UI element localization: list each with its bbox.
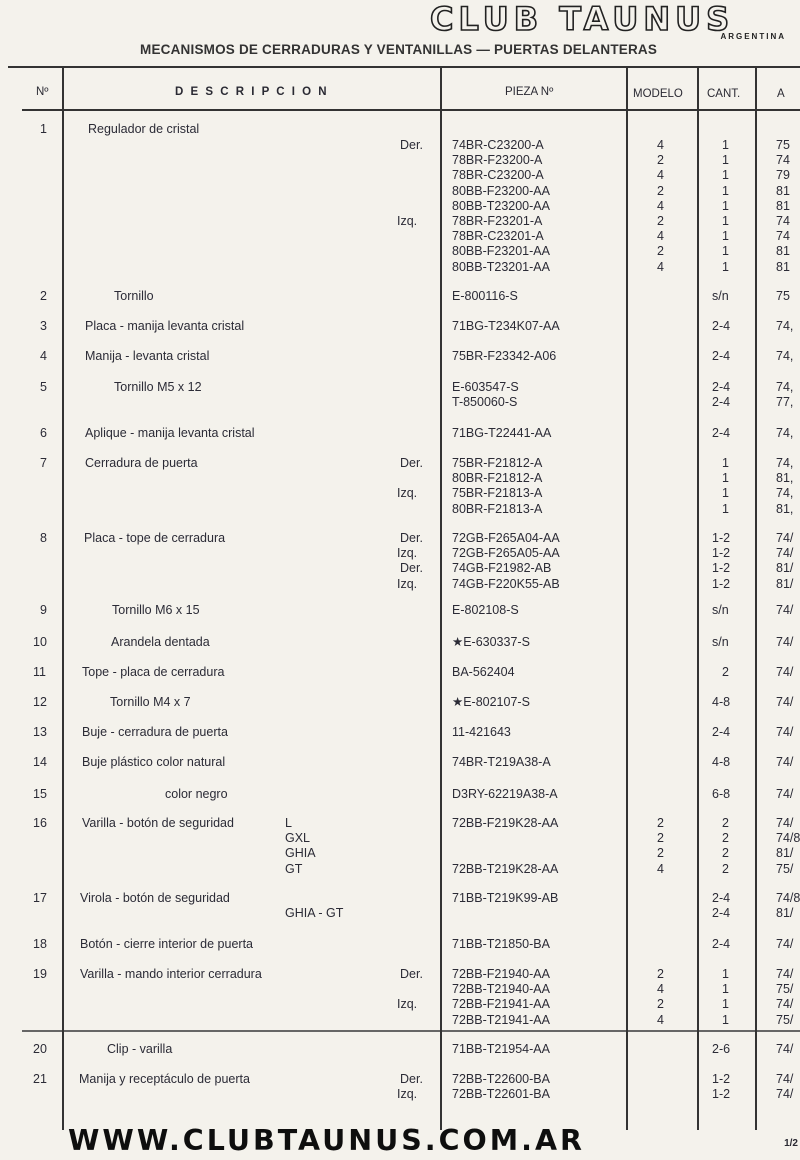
year-value: 81/ xyxy=(776,576,794,591)
quantity: 1-2 xyxy=(712,531,731,545)
year-value: 74, xyxy=(776,380,794,394)
quantity: 1 xyxy=(722,486,729,501)
part-number: 71BG-T234K07-AA xyxy=(452,319,560,333)
item-description: Varilla - botón de seguridad xyxy=(82,816,234,830)
item-description: Manija y receptáculo de puerta xyxy=(79,1072,250,1086)
quantity: s/n xyxy=(712,289,729,303)
model-code: 4 xyxy=(657,168,664,183)
table-top-rule xyxy=(8,66,800,68)
model-code: 4 xyxy=(657,259,664,274)
item-description: Tornillo M6 x 15 xyxy=(112,603,200,617)
part-number: 72BB-T21940-AA xyxy=(452,982,550,997)
logo-country: ARGENTINA xyxy=(720,32,786,41)
header-bottom-rule xyxy=(22,109,800,111)
item-number: 7 xyxy=(40,456,47,470)
item-variant-label: Der. xyxy=(400,1072,423,1086)
col-divider-pieza xyxy=(626,66,628,1130)
part-number: T-850060-S xyxy=(452,395,518,410)
header-pieza: PIEZA Nº xyxy=(505,86,554,98)
quantity: 1-2 xyxy=(712,561,731,576)
model-code: 4 xyxy=(657,229,664,244)
item-number: 18 xyxy=(33,937,47,951)
part-number: 80BR-F21813-A xyxy=(452,501,543,516)
item-variant-label: Izq. xyxy=(397,486,418,501)
model-code: 2 xyxy=(657,244,664,259)
quantity: 2 xyxy=(722,665,729,679)
year-value: 75/ xyxy=(776,1012,794,1027)
part-number: 78BR-F23200-A xyxy=(452,153,543,168)
col-divider-num xyxy=(62,66,64,1130)
model-code: 2 xyxy=(657,967,664,981)
year-value: 79 xyxy=(776,168,790,183)
part-number: 72GB-F265A05-AA xyxy=(452,546,560,561)
model-code: 2 xyxy=(657,214,664,228)
part-number: 72BB-F219K28-AA xyxy=(452,816,559,830)
item-number: 17 xyxy=(33,891,47,905)
item-number: 9 xyxy=(40,603,47,617)
year-value: 74/ xyxy=(776,603,794,617)
header-modelo: MODELO xyxy=(633,88,683,100)
item-variant-label: L xyxy=(285,816,292,830)
part-number: 80BB-T23201-AA xyxy=(452,259,550,274)
quantity: 2-4 xyxy=(712,319,731,333)
model-code: 2 xyxy=(657,816,664,830)
club-taunus-logo xyxy=(430,2,800,44)
year-value: 74/ xyxy=(776,725,794,739)
year-value: 81 xyxy=(776,244,790,259)
year-value: 81 xyxy=(776,183,790,198)
model-code: 2 xyxy=(657,831,664,846)
logo-wordmark: CLUB TAUNUS xyxy=(430,0,735,38)
quantity: 1 xyxy=(722,214,729,228)
model-code: 4 xyxy=(657,982,664,997)
quantity: 1 xyxy=(722,997,729,1012)
quantity: 1 xyxy=(722,229,729,244)
model-code: 4 xyxy=(657,138,664,152)
part-number: 72BB-T22601-BA xyxy=(452,1087,550,1102)
quantity: s/n xyxy=(712,635,729,649)
item-variant-label: Izq. xyxy=(397,1087,418,1102)
part-number: E-802108-S xyxy=(452,603,519,617)
quantity: 4-8 xyxy=(712,755,731,769)
item-description: Placa - manija levanta cristal xyxy=(85,319,245,333)
quantity: 2-6 xyxy=(712,1042,731,1056)
quantity: 1 xyxy=(722,967,729,981)
quantity: 2 xyxy=(722,846,729,861)
year-value: 75 xyxy=(776,289,790,303)
item-variant-label: Izq. xyxy=(397,997,418,1012)
item-variant-label: Der. xyxy=(400,456,423,470)
year-value: 74/ xyxy=(776,755,794,769)
year-value: 81, xyxy=(776,501,794,516)
item-number: 1 xyxy=(40,122,47,136)
year-value: 74 xyxy=(776,214,790,228)
item-variant-label: Izq. xyxy=(397,214,418,228)
year-value: 74, xyxy=(776,456,794,470)
quantity: 4-8 xyxy=(712,695,731,709)
part-number: BA-562404 xyxy=(452,665,515,679)
item-description: Manija - levanta cristal xyxy=(85,349,210,363)
item-number: 15 xyxy=(33,787,47,801)
part-number: 71BB-T219K99-AB xyxy=(452,891,559,905)
item-number: 21 xyxy=(33,1072,47,1086)
year-value: 74/ xyxy=(776,997,794,1012)
part-number: E-800116-S xyxy=(452,289,518,303)
part-number: 80BB-F23201-AA xyxy=(452,244,550,259)
item-description: Tornillo M4 x 7 xyxy=(110,695,191,709)
col-divider-modelo xyxy=(697,66,699,1130)
item-number: 13 xyxy=(33,725,47,739)
item-description: Tope - placa de cerradura xyxy=(82,665,225,679)
item-variant-label: Izq. xyxy=(397,576,418,591)
model-code: 2 xyxy=(657,153,664,168)
col-divider-cant xyxy=(755,66,757,1130)
item-variant-label: GHIA xyxy=(285,846,316,861)
table-bottom-rule xyxy=(22,1030,800,1032)
quantity: 1 xyxy=(722,259,729,274)
item-description: Clip - varilla xyxy=(107,1042,173,1056)
year-value: 74/ xyxy=(776,695,794,709)
year-value: 74, xyxy=(776,426,794,440)
quantity: 1-2 xyxy=(712,1072,731,1086)
year-value: 81 xyxy=(776,198,790,213)
part-number: 72BB-F21941-AA xyxy=(452,997,550,1012)
item-description: Tornillo M5 x 12 xyxy=(114,380,202,394)
model-code: 4 xyxy=(657,1012,664,1027)
item-number: 5 xyxy=(40,380,47,394)
quantity: 1-2 xyxy=(712,1087,731,1102)
quantity: 2-4 xyxy=(712,725,731,739)
header-a: A xyxy=(777,88,785,100)
quantity: 1 xyxy=(722,198,729,213)
year-value: 74/ xyxy=(776,937,794,951)
year-value: 77, xyxy=(776,395,794,410)
part-number: 80BB-F23200-AA xyxy=(452,183,550,198)
item-number: 16 xyxy=(33,816,47,830)
quantity: 2-4 xyxy=(712,426,731,440)
item-number: 6 xyxy=(40,426,47,440)
item-number: 11 xyxy=(33,665,46,679)
quantity: 1 xyxy=(722,501,729,516)
year-value: 74/ xyxy=(776,635,794,649)
quantity: 2-4 xyxy=(712,395,731,410)
item-variant-label: Der. xyxy=(400,967,423,981)
quantity: 2-4 xyxy=(712,349,731,363)
part-number: 74BR-T219A38-A xyxy=(452,755,551,769)
part-number: ★E-802107-S xyxy=(452,695,530,709)
quantity: 1 xyxy=(722,1012,729,1027)
page-title: MECANISMOS DE CERRADURAS Y VENTANILLAS — PUERTAS DELANTERAS xyxy=(140,42,658,57)
quantity: 2 xyxy=(722,831,729,846)
year-value: 74, xyxy=(776,349,794,363)
item-number: 3 xyxy=(40,319,47,333)
year-value: 74 xyxy=(776,153,790,168)
year-value: 74/ xyxy=(776,1042,794,1056)
item-variant-label: Izq. xyxy=(397,546,418,561)
item-description: Buje plástico color natural xyxy=(82,755,226,769)
year-value: 74/ xyxy=(776,967,794,981)
quantity: 2-4 xyxy=(712,380,731,394)
year-value: 74/ xyxy=(776,546,794,561)
year-value: 81/ xyxy=(776,906,794,921)
part-number: ★E-630337-S xyxy=(452,635,530,649)
quantity: 1 xyxy=(722,456,729,470)
item-variant-label: Der. xyxy=(400,531,423,545)
year-value: 75/ xyxy=(776,861,794,876)
item-variant-label: GT xyxy=(285,861,303,876)
quantity: 2 xyxy=(722,816,729,830)
item-number: 8 xyxy=(40,531,47,545)
year-value: 74, xyxy=(776,319,794,333)
model-code: 2 xyxy=(657,183,664,198)
year-value: 74/ xyxy=(776,787,794,801)
quantity: 2-4 xyxy=(712,891,731,905)
item-variant-label: GHIA - GT xyxy=(285,906,344,921)
footer-url: WWW.CLUBTAUNUS.COM.AR xyxy=(68,1124,585,1157)
part-number: E-603547-S xyxy=(452,380,519,394)
item-description: Regulador de cristal xyxy=(88,122,200,136)
quantity: 1 xyxy=(722,153,729,168)
year-value: 74 xyxy=(776,229,790,244)
quantity: s/n xyxy=(712,603,729,617)
quantity: 2-4 xyxy=(712,937,731,951)
quantity: 6-8 xyxy=(712,787,731,801)
year-value: 74/ xyxy=(776,531,794,545)
part-number: 75BR-F23342-A06 xyxy=(452,349,557,363)
item-description: Botón - cierre interior de puerta xyxy=(80,937,254,951)
quantity: 2-4 xyxy=(712,906,731,921)
item-number: 19 xyxy=(33,967,47,981)
item-description: color negro xyxy=(165,787,228,801)
part-number: 72BB-T21941-AA xyxy=(452,1012,550,1027)
footer xyxy=(0,1124,800,1160)
year-value: 75/ xyxy=(776,982,794,997)
header-num: Nº xyxy=(36,86,49,98)
model-code: 2 xyxy=(657,997,664,1012)
header-cant: CANT. xyxy=(707,88,741,100)
quantity: 1-2 xyxy=(712,576,731,591)
year-value: 74/ xyxy=(776,1072,794,1086)
part-number: 78BR-C23200-A xyxy=(452,168,544,183)
part-number: 71BG-T22441-AA xyxy=(452,426,552,440)
item-number: 4 xyxy=(40,349,47,363)
col-divider-desc xyxy=(440,66,442,1130)
item-variant-label: Der. xyxy=(400,561,423,576)
year-value: 74, xyxy=(776,486,794,501)
item-description: Aplique - manija levanta cristal xyxy=(85,426,255,440)
item-description: Tornillo xyxy=(114,289,154,303)
item-description: Arandela dentada xyxy=(111,635,210,649)
part-number: 78BR-C23201-A xyxy=(452,229,544,244)
year-value: 81/ xyxy=(776,561,794,576)
quantity: 1 xyxy=(722,183,729,198)
year-value: 81 xyxy=(776,259,790,274)
item-number: 12 xyxy=(33,695,47,709)
part-number: 11-421643 xyxy=(452,725,511,739)
item-description: Virola - botón de seguridad xyxy=(80,891,230,905)
year-value: 74/ xyxy=(776,1087,794,1102)
item-description: Placa - tope de cerradura xyxy=(84,531,226,545)
part-number: 72BB-T219K28-AA xyxy=(452,861,559,876)
model-code: 2 xyxy=(657,846,664,861)
year-value: 74/ xyxy=(776,665,794,679)
item-number: 10 xyxy=(33,635,47,649)
quantity: 1 xyxy=(722,982,729,997)
year-value: 75 xyxy=(776,138,790,152)
part-number: 72BB-T22600-BA xyxy=(452,1072,550,1086)
part-number: 78BR-F23201-A xyxy=(452,214,543,228)
item-description: Cerradura de puerta xyxy=(85,456,198,470)
quantity: 1 xyxy=(722,244,729,259)
part-number: 71BB-T21850-BA xyxy=(452,937,550,951)
item-variant-label: Der. xyxy=(400,138,423,152)
part-number: 72GB-F265A04-AA xyxy=(452,531,560,545)
part-number: 75BR-F21813-A xyxy=(452,486,543,501)
item-description: Buje - cerradura de puerta xyxy=(82,725,228,739)
item-number: 20 xyxy=(33,1042,47,1056)
year-value: 74/8 xyxy=(776,891,800,905)
quantity: 1 xyxy=(722,138,729,152)
item-number: 14 xyxy=(33,755,47,769)
quantity: 1-2 xyxy=(712,546,731,561)
year-value: 81, xyxy=(776,471,794,486)
part-number: 74GB-F21982-AB xyxy=(452,561,552,576)
year-value: 74/ xyxy=(776,816,794,830)
part-number: 74GB-F220K55-AB xyxy=(452,576,560,591)
quantity: 1 xyxy=(722,471,729,486)
part-number: 72BB-F21940-AA xyxy=(452,967,550,981)
model-code: 4 xyxy=(657,861,664,876)
page-number: 1/2 xyxy=(784,1138,798,1149)
part-number: 80BR-F21812-A xyxy=(452,471,543,486)
year-value: 81/ xyxy=(776,846,794,861)
quantity: 2 xyxy=(722,861,729,876)
item-variant-label: GXL xyxy=(285,831,311,846)
quantity: 1 xyxy=(722,168,729,183)
year-value: 74/8 xyxy=(776,831,800,846)
item-description: Varilla - mando interior cerradura xyxy=(80,967,262,981)
part-number: 71BB-T21954-AA xyxy=(452,1042,550,1056)
part-number: 75BR-F21812-A xyxy=(452,456,543,470)
part-number: 74BR-C23200-A xyxy=(452,138,544,152)
part-number: D3RY-62219A38-A xyxy=(452,787,558,801)
header-description: D E S C R I P C I O N xyxy=(175,86,329,98)
model-code: 4 xyxy=(657,198,664,213)
part-number: 80BB-T23200-AA xyxy=(452,198,550,213)
item-number: 2 xyxy=(40,289,47,303)
